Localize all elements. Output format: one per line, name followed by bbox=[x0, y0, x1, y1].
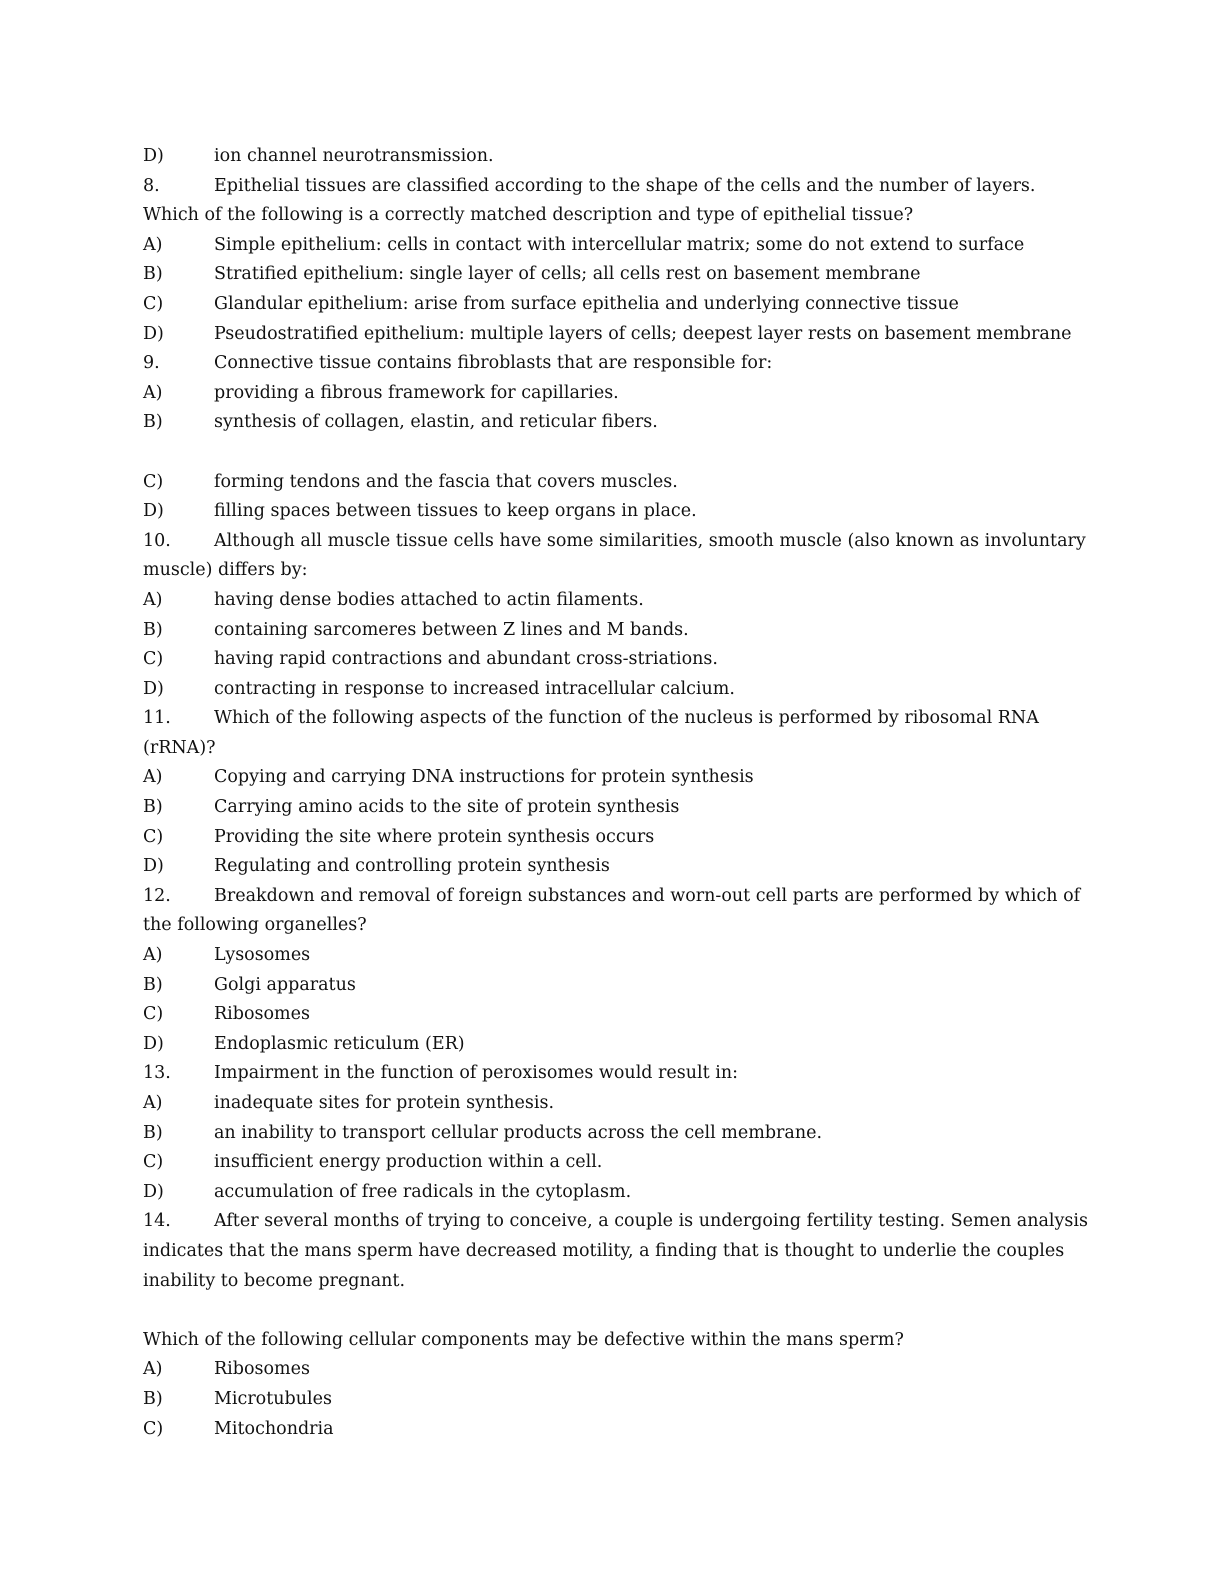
option-row bbox=[143, 1119, 1088, 1149]
option-label: C) bbox=[143, 1004, 164, 1025]
option-row bbox=[143, 1385, 1088, 1415]
option-text: Stratified epithelium: single layer of cells; all cells rest on basement membrane bbox=[214, 264, 921, 285]
option-row bbox=[143, 320, 1088, 350]
option-text: Providing the site where protein synthesis occurs bbox=[214, 826, 655, 847]
option-row bbox=[143, 971, 1088, 1001]
option-row bbox=[143, 852, 1088, 882]
option-text: having dense bodies attached to actin filaments. bbox=[214, 589, 644, 610]
option-label: D) bbox=[143, 501, 164, 522]
option-text: forming tendons and the fascia that covers muscles. bbox=[214, 471, 678, 492]
question-number: 12. bbox=[143, 885, 171, 906]
option-row bbox=[143, 941, 1088, 971]
question-text: Breakdown and removal of foreign substances and worn-out cell parts are performed by which of the following organelles? bbox=[143, 885, 1081, 936]
option-label: A) bbox=[143, 1093, 163, 1113]
option-label: B) bbox=[143, 1122, 163, 1143]
option-row bbox=[143, 793, 1088, 823]
option-label: C) bbox=[143, 826, 164, 847]
question-stem bbox=[143, 882, 1088, 941]
question-text: Epithelial tissues are classified according to the shape of the cells and the number of layers. Which of the following is a correctly matched description and type of epithelial tissue? bbox=[143, 175, 1036, 226]
question-stem bbox=[143, 172, 1088, 231]
question-text: After several months of trying to conceive, a couple is undergoing fertility testing. Semen analysis indicates that the mans sperm have decreased motility, a finding that is thought to underlie the couples inability to become pregnant. bbox=[143, 1211, 1088, 1291]
question-text: Impairment in the function of peroxisomes would result in: bbox=[214, 1063, 738, 1084]
question-stem bbox=[143, 1059, 1088, 1089]
option-label: D) bbox=[143, 1033, 164, 1054]
option-text: contracting in response to increased intracellular calcium. bbox=[214, 678, 735, 699]
option-row bbox=[143, 408, 1088, 438]
question-prompt: Which of the following cellular components may be defective within the mans sperm? bbox=[143, 1329, 904, 1350]
option-text: Microtubules bbox=[214, 1388, 332, 1409]
option-text: Glandular epithelium: arise from surface epithelia and underlying connective tissue bbox=[214, 293, 959, 314]
question-stem bbox=[143, 349, 1088, 379]
option-text: Carrying amino acids to the site of protein synthesis bbox=[214, 797, 680, 818]
option-row bbox=[143, 497, 1088, 527]
option-row bbox=[143, 586, 1088, 616]
option-text: insufficient energy production within a cell. bbox=[214, 1152, 603, 1173]
option-label: A) bbox=[143, 382, 163, 403]
option-row bbox=[143, 231, 1088, 261]
option-label: A) bbox=[143, 1359, 163, 1380]
option-text: an inability to transport cellular products across the cell membrane. bbox=[214, 1122, 823, 1143]
option-text: Mitochondria bbox=[214, 1418, 334, 1439]
question-list bbox=[143, 142, 1088, 1444]
option-label: B) bbox=[143, 974, 163, 995]
option-row bbox=[143, 260, 1088, 290]
option-label: B) bbox=[143, 619, 163, 640]
option-row bbox=[143, 379, 1088, 409]
option-row bbox=[143, 142, 1088, 172]
option-label: B) bbox=[143, 1388, 163, 1409]
blank-line bbox=[143, 438, 1088, 468]
option-label: B) bbox=[143, 264, 163, 285]
question-number: 9. bbox=[143, 353, 160, 374]
option-label: C) bbox=[143, 1418, 164, 1439]
option-row bbox=[143, 1148, 1088, 1178]
question-number: 13. bbox=[143, 1063, 171, 1084]
option-text: having rapid contractions and abundant cross-striations. bbox=[214, 649, 718, 670]
option-row bbox=[143, 763, 1088, 793]
question-text: Connective tissue contains fibroblasts that are responsible for: bbox=[214, 353, 773, 374]
option-label: A) bbox=[143, 234, 163, 255]
option-label: A) bbox=[143, 945, 163, 966]
option-label: C) bbox=[143, 1152, 164, 1173]
option-text: Ribosomes bbox=[214, 1004, 310, 1025]
option-text: inadequate sites for protein synthesis. bbox=[214, 1093, 555, 1113]
option-label: B) bbox=[143, 412, 163, 433]
option-text: Regulating and controlling protein synthesis bbox=[214, 856, 610, 877]
option-label: D) bbox=[143, 1181, 164, 1202]
question-number: 10. bbox=[143, 530, 171, 551]
option-label: A) bbox=[143, 589, 163, 610]
option-row bbox=[143, 1415, 1088, 1445]
question-number: 8. bbox=[143, 175, 160, 196]
question-text: Which of the following aspects of the function of the nucleus is performed by ribosomal RNA (rRNA)? bbox=[143, 708, 1039, 758]
option-label: C) bbox=[143, 649, 164, 670]
option-label: D) bbox=[143, 856, 164, 877]
option-row bbox=[143, 1178, 1088, 1208]
option-row bbox=[143, 1030, 1088, 1060]
question-number: 11. bbox=[143, 708, 171, 729]
option-text: Copying and carrying DNA instructions for protein synthesis bbox=[214, 767, 754, 788]
option-text: Pseudostratified epithelium: multiple layers of cells; deepest layer rests on basement membrane bbox=[214, 323, 1072, 344]
option-row bbox=[143, 823, 1088, 853]
option-row bbox=[143, 675, 1088, 705]
option-text: Golgi apparatus bbox=[214, 974, 356, 995]
option-label: B) bbox=[143, 797, 163, 818]
option-label: D) bbox=[143, 323, 164, 344]
option-text: synthesis of collagen, elastin, and reticular fibers. bbox=[214, 412, 658, 433]
option-label: A) bbox=[143, 767, 163, 788]
option-text: Lysosomes bbox=[214, 945, 311, 966]
option-text: filling spaces between tissues to keep organs in place. bbox=[214, 501, 697, 522]
option-text: Ribosomes bbox=[214, 1359, 310, 1380]
question-stem bbox=[143, 704, 1088, 763]
option-row bbox=[143, 1355, 1088, 1385]
option-label: C) bbox=[143, 471, 164, 492]
option-text: Endoplasmic reticulum (ER) bbox=[214, 1033, 465, 1054]
blank-line bbox=[143, 1296, 1088, 1326]
option-text: ion channel neurotransmission. bbox=[214, 146, 494, 166]
question-stem bbox=[143, 527, 1088, 586]
option-text: accumulation of free radicals in the cytoplasm. bbox=[214, 1181, 632, 1202]
option-text: Simple epithelium: cells in contact with intercellular matrix; some do not extend to surface bbox=[214, 234, 1025, 255]
option-label: C) bbox=[143, 293, 164, 314]
question-stem bbox=[143, 1207, 1088, 1296]
option-row bbox=[143, 616, 1088, 646]
option-row bbox=[143, 290, 1088, 320]
option-text: providing a fibrous framework for capillaries. bbox=[214, 382, 619, 403]
option-row bbox=[143, 468, 1088, 498]
option-label: D) bbox=[143, 146, 164, 166]
option-row bbox=[143, 1000, 1088, 1030]
question-text: Although all muscle tissue cells have some similarities, smooth muscle (also known as involuntary muscle) differs by: bbox=[143, 530, 1086, 581]
option-text: containing sarcomeres between Z lines and M bands. bbox=[214, 619, 689, 640]
question-number: 14. bbox=[143, 1211, 171, 1232]
option-row bbox=[143, 1089, 1088, 1119]
option-row bbox=[143, 645, 1088, 675]
option-label: D) bbox=[143, 678, 164, 699]
